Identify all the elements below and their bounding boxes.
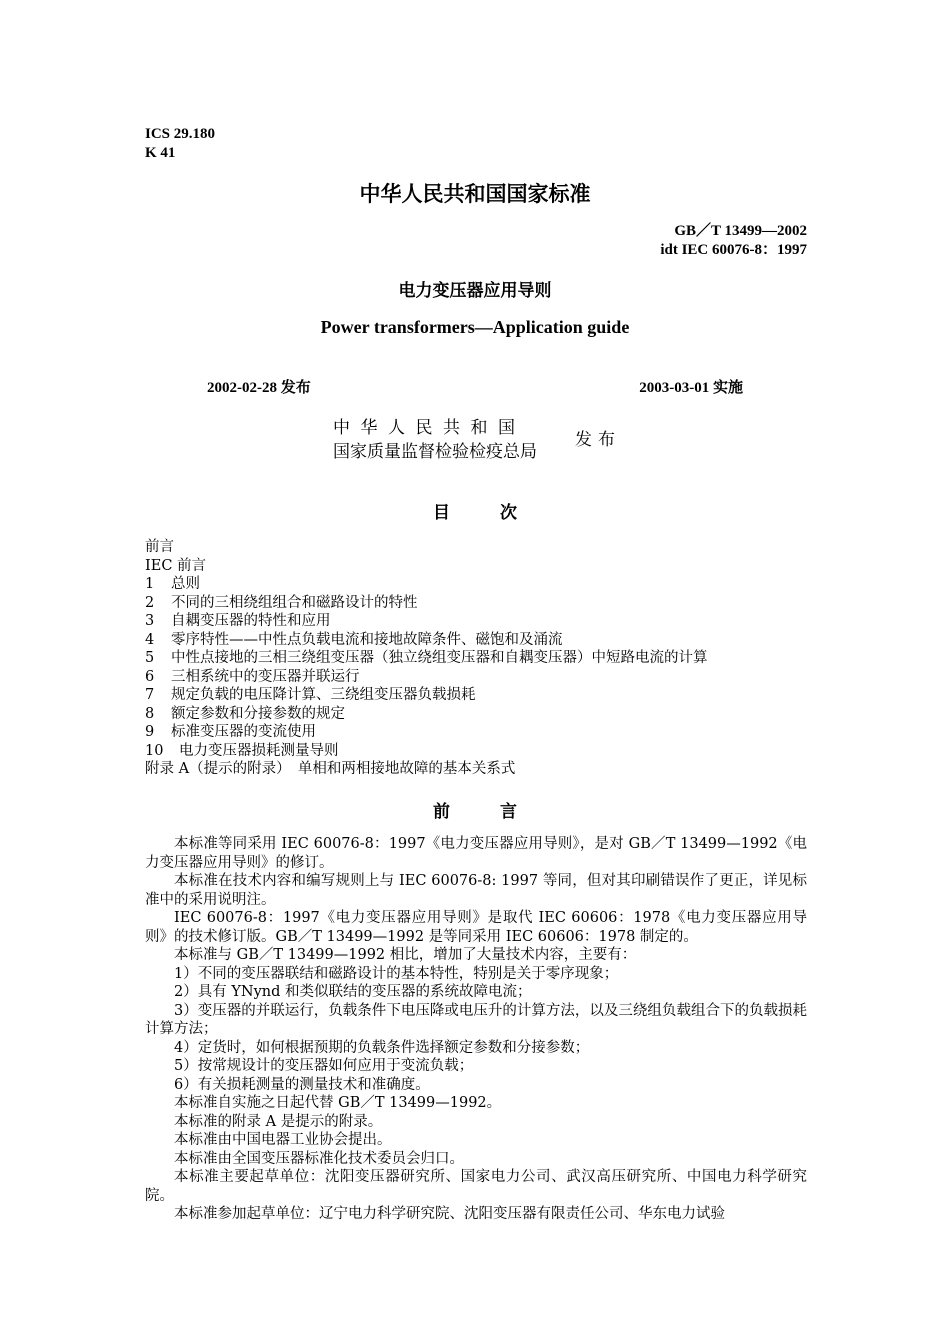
preface-paragraph: 3）变压器的并联运行，负载条件下电压降或电压升的计算方法，以及三绕组负载组合下的负载损耗计算方法； (145, 1002, 807, 1037)
toc-item[interactable] (145, 575, 708, 594)
toc-item-text: 三相系统中的变压器并联运行 (171, 668, 360, 685)
idt-reference: idt IEC 60076-8：1997 (660, 242, 807, 258)
toc-item-text: 零序特性——中性点负载电流和接地故障条件、磁饱和及涌流 (171, 631, 563, 648)
toc-item[interactable] (145, 668, 708, 687)
toc-heading-a: 目 (433, 503, 450, 523)
toc-heading-b: 次 (500, 503, 517, 523)
toc-item[interactable] (145, 723, 708, 742)
toc-item-text: 电力变压器损耗测量导则 (179, 742, 339, 759)
preface-paragraph: IEC 60076-8：1997《电力变压器应用导则》是取代 IEC 60606：1978《电力变压器应用导则》的技术修订版。GB／T 13499—1992 是等同采用 IEC 60606：1978 制定的。 (145, 910, 807, 945)
implementation-date: 2003-03-01 实施 (639, 380, 743, 396)
toc-item[interactable] (145, 649, 708, 668)
toc-item[interactable] (145, 557, 708, 576)
preface-paragraph: 1）不同的变压器联结和磁路设计的基本特性，特别是关于零序现象； (174, 965, 619, 982)
preface-paragraph: 2）具有 YNynd 和类似联结的变压器的系统故障电流； (174, 984, 532, 1000)
toc-item-text: 额定参数和分接参数的规定 (171, 705, 345, 722)
classification-codes (145, 125, 215, 163)
toc-item-number: 1 (145, 576, 155, 592)
preface-heading (0, 797, 950, 822)
issuing-authority (333, 416, 537, 464)
preface-paragraph: 4）定货时，如何根据预期的负载条件选择额定参数和分接参数； (174, 1039, 590, 1056)
standard-number: GB／T 13499—2002 (674, 223, 807, 239)
preface-body (145, 835, 807, 1224)
preface-paragraph: 本标准与 GB／T 13499—1992 相比，增加了大量技术内容，主要有： (174, 947, 637, 963)
toc-item[interactable] (145, 538, 708, 557)
ccs-code: K 41 (145, 145, 176, 161)
toc-item-text: 中性点接地的三相三绕组变压器（独立绕组变压器和自耦变压器）中短路电流的计算 (171, 650, 708, 666)
toc-item-number: 9 (145, 724, 155, 740)
preface-paragraph: 本标准由全国变压器标准化技术委员会归口。 (174, 1150, 464, 1167)
toc-item[interactable] (145, 742, 708, 761)
publish-label: 发布 (575, 430, 621, 450)
preface-paragraph: 本标准在技术内容和编写规则上与 IEC 60076-8: 1997 等同，但对其印刷错误作了更正，详见标准中的采用说明注。 (145, 873, 807, 908)
table-of-contents (145, 538, 708, 779)
english-title: Power transformers—Application guide (320, 317, 630, 337)
preface-heading-b: 言 (500, 802, 517, 822)
issuer-line-1: 中华人民共和国 (333, 418, 526, 438)
preface-paragraph: 本标准自实施之日起代替 GB／T 13499—1992。 (174, 1095, 502, 1111)
toc-item-text: IEC 前言 (145, 557, 207, 574)
issue-date: 2002-02-28 发布 (207, 380, 311, 396)
toc-item-number: 4 (145, 631, 155, 648)
toc-item[interactable] (145, 594, 708, 613)
preface-heading-a: 前 (433, 802, 450, 822)
toc-item-text: 总则 (171, 576, 200, 592)
toc-item-number: 5 (145, 650, 155, 666)
toc-item-number: 3 (145, 613, 155, 629)
preface-paragraph: 本标准等同采用 IEC 60076-8：1997《电力变压器应用导则》，是对 GB／T 13499—1992《电力变压器应用导则》的修订。 (145, 836, 807, 871)
toc-item-text: 标准变压器的变流使用 (171, 724, 316, 740)
toc-item-number: 2 (145, 594, 155, 611)
standard-number-block (660, 222, 807, 260)
preface-paragraph: 本标准主要起草单位：沈阳变压器研究所、国家电力公司、武汉高压研究所、中国电力科学研究院。 (145, 1169, 807, 1204)
issuer-line-2: 国家质量监督检验检疫总局 (333, 442, 537, 462)
preface-paragraph: 6）有关损耗测量的测量技术和准确度。 (174, 1076, 430, 1093)
preface-paragraph: 5）按常规设计的变压器如何应用于变流负载； (174, 1058, 474, 1074)
toc-item-text: 前言 (145, 539, 174, 555)
ics-code: ICS 29.180 (145, 126, 216, 142)
toc-item-number: 8 (145, 705, 155, 722)
national-standard-title: 中华人民共和国国家标准 (359, 182, 591, 206)
toc-item-text: 不同的三相绕组组合和磁路设计的特性 (171, 594, 418, 611)
toc-item-number: 10 (145, 742, 164, 759)
preface-paragraph: 本标准由中国电器工业协会提出。 (174, 1132, 392, 1148)
toc-item[interactable] (145, 686, 708, 705)
toc-item-number: 7 (145, 687, 155, 703)
preface-paragraph: 本标准参加起草单位：辽宁电力科学研究院、沈阳变压器有限责任公司、华东电力试验 (174, 1206, 725, 1222)
toc-item[interactable] (145, 760, 708, 779)
chinese-title: 电力变压器应用导则 (398, 281, 552, 301)
toc-heading (0, 498, 950, 523)
toc-item[interactable] (145, 705, 708, 724)
toc-item[interactable] (145, 612, 708, 631)
toc-item-text: 附录 A（提示的附录） 单相和两相接地故障的基本关系式 (145, 761, 516, 777)
toc-item-number: 6 (145, 668, 155, 685)
toc-item-text: 规定负载的电压降计算、三绕组变压器负载损耗 (171, 687, 476, 703)
preface-paragraph: 本标准的附录 A 是提示的附录。 (174, 1113, 383, 1130)
toc-item[interactable] (145, 631, 708, 650)
toc-item-text: 自耦变压器的特性和应用 (171, 613, 331, 629)
